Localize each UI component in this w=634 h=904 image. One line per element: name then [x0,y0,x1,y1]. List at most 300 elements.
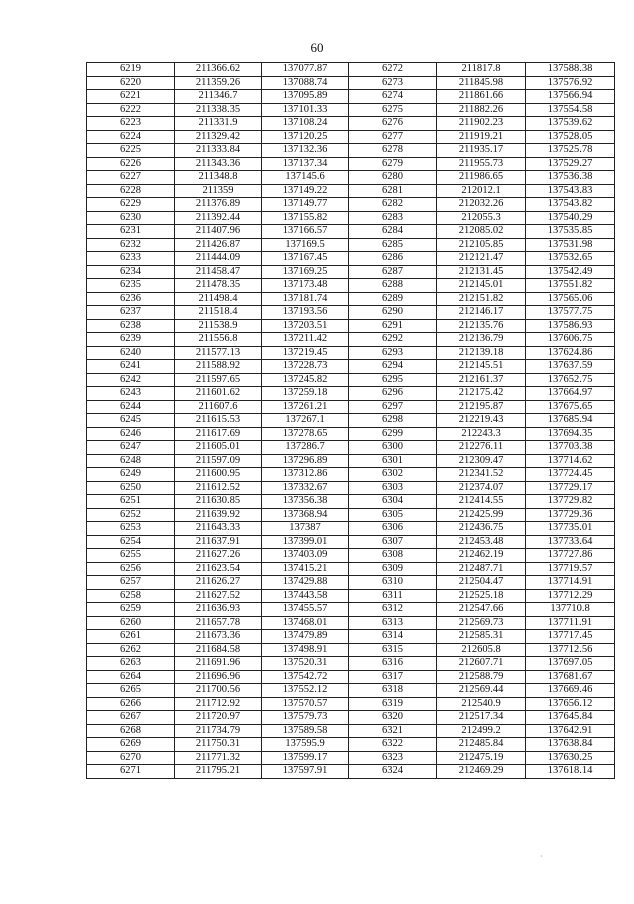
x-coordinate-cell: 212462.19 [437,549,526,563]
point-number-cell: 6317 [349,670,437,684]
x-coordinate-cell: 211955.73 [437,157,526,171]
point-number-cell: 6233 [87,252,175,266]
y-coordinate-cell: 137167.45 [262,252,349,266]
point-number-cell: 6300 [349,441,437,455]
point-number-cell: 6306 [349,522,437,536]
x-coordinate-cell: 212374.07 [437,481,526,495]
y-coordinate-cell: 137149.22 [262,184,349,198]
table-row [87,103,615,117]
coordinates-table [86,62,615,779]
x-coordinate-cell: 211795.21 [175,765,262,779]
x-coordinate-cell: 211478.35 [175,279,262,293]
x-coordinate-cell: 212146.17 [437,306,526,320]
y-coordinate-cell: 137540.29 [526,211,615,225]
x-coordinate-cell: 212131.45 [437,265,526,279]
x-coordinate-cell: 212540.9 [437,697,526,711]
point-number-cell: 6290 [349,306,437,320]
point-number-cell: 6293 [349,346,437,360]
point-number-cell: 6284 [349,225,437,239]
table-row [87,279,615,293]
y-coordinate-cell: 137630.25 [526,751,615,765]
x-coordinate-cell: 211331.9 [175,117,262,131]
y-coordinate-cell: 137697.05 [526,657,615,671]
point-number-cell: 6252 [87,508,175,522]
y-coordinate-cell: 137095.89 [262,90,349,104]
y-coordinate-cell: 137181.74 [262,292,349,306]
x-coordinate-cell: 211407.96 [175,225,262,239]
point-number-cell: 6247 [87,441,175,455]
x-coordinate-cell: 211538.9 [175,319,262,333]
table-row [87,684,615,698]
point-number-cell: 6260 [87,616,175,630]
y-coordinate-cell: 137576.92 [526,76,615,90]
point-number-cell: 6257 [87,576,175,590]
point-number-cell: 6238 [87,319,175,333]
x-coordinate-cell: 212487.71 [437,562,526,576]
x-coordinate-cell: 212605.8 [437,643,526,657]
table-row [87,481,615,495]
point-number-cell: 6276 [349,117,437,131]
table-row [87,603,615,617]
y-coordinate-cell: 137137.34 [262,157,349,171]
point-number-cell: 6268 [87,724,175,738]
table-row [87,400,615,414]
point-number-cell: 6256 [87,562,175,576]
point-number-cell: 6302 [349,468,437,482]
point-number-cell: 6230 [87,211,175,225]
point-number-cell: 6236 [87,292,175,306]
point-number-cell: 6305 [349,508,437,522]
y-coordinate-cell: 137711.91 [526,616,615,630]
x-coordinate-cell: 211720.97 [175,711,262,725]
x-coordinate-cell: 211861.66 [437,90,526,104]
point-number-cell: 6269 [87,738,175,752]
table-row [87,171,615,185]
x-coordinate-cell: 211605.01 [175,441,262,455]
x-coordinate-cell: 211556.8 [175,333,262,347]
point-number-cell: 6324 [349,765,437,779]
x-coordinate-cell: 211338.35 [175,103,262,117]
x-coordinate-cell: 211673.36 [175,630,262,644]
y-coordinate-cell: 137415.21 [262,562,349,576]
y-coordinate-cell: 137536.38 [526,171,615,185]
point-number-cell: 6277 [349,130,437,144]
y-coordinate-cell: 137443.58 [262,589,349,603]
y-coordinate-cell: 137356.38 [262,495,349,509]
y-coordinate-cell: 137387 [262,522,349,536]
point-number-cell: 6301 [349,454,437,468]
x-coordinate-cell: 211696.96 [175,670,262,684]
point-number-cell: 6272 [349,63,437,77]
y-coordinate-cell: 137566.94 [526,90,615,104]
y-coordinate-cell: 137245.82 [262,373,349,387]
y-coordinate-cell: 137642.91 [526,724,615,738]
y-coordinate-cell: 137169.25 [262,265,349,279]
x-coordinate-cell: 211902.23 [437,117,526,131]
point-number-cell: 6271 [87,765,175,779]
y-coordinate-cell: 137108.24 [262,117,349,131]
y-coordinate-cell: 137729.82 [526,495,615,509]
y-coordinate-cell: 137532.65 [526,252,615,266]
table-row [87,576,615,590]
point-number-cell: 6264 [87,670,175,684]
y-coordinate-cell: 137332.67 [262,481,349,495]
point-number-cell: 6262 [87,643,175,657]
x-coordinate-cell: 212469.29 [437,765,526,779]
x-coordinate-cell: 212145.01 [437,279,526,293]
y-coordinate-cell: 137624.86 [526,346,615,360]
table-row [87,630,615,644]
y-coordinate-cell: 137145.6 [262,171,349,185]
x-coordinate-cell: 211817.8 [437,63,526,77]
y-coordinate-cell: 137675.65 [526,400,615,414]
table-row [87,724,615,738]
y-coordinate-cell: 137729.17 [526,481,615,495]
y-coordinate-cell: 137714.91 [526,576,615,590]
x-coordinate-cell: 211623.54 [175,562,262,576]
point-number-cell: 6225 [87,144,175,158]
x-coordinate-cell: 212139.18 [437,346,526,360]
point-number-cell: 6315 [349,643,437,657]
x-coordinate-cell: 212136.79 [437,333,526,347]
y-coordinate-cell: 137535.85 [526,225,615,239]
x-coordinate-cell: 212607.71 [437,657,526,671]
x-coordinate-cell: 212151.82 [437,292,526,306]
point-number-cell: 6263 [87,657,175,671]
x-coordinate-cell: 212585.31 [437,630,526,644]
y-coordinate-cell: 137101.33 [262,103,349,117]
x-coordinate-cell: 212135.76 [437,319,526,333]
table-row [87,616,615,630]
point-number-cell: 6308 [349,549,437,563]
point-number-cell: 6220 [87,76,175,90]
point-number-cell: 6251 [87,495,175,509]
y-coordinate-cell: 137714.62 [526,454,615,468]
table-row [87,508,615,522]
x-coordinate-cell: 211639.92 [175,508,262,522]
x-coordinate-cell: 211359 [175,184,262,198]
x-coordinate-cell: 212195.87 [437,400,526,414]
table-row [87,90,615,104]
table-row [87,670,615,684]
table-row [87,495,615,509]
x-coordinate-cell: 212276.11 [437,441,526,455]
table-row [87,238,615,252]
x-coordinate-cell: 212485.84 [437,738,526,752]
y-coordinate-cell: 137565.06 [526,292,615,306]
point-number-cell: 6289 [349,292,437,306]
table-row [87,454,615,468]
x-coordinate-cell: 211919.21 [437,130,526,144]
y-coordinate-cell: 137551.82 [526,279,615,293]
y-coordinate-cell: 137368.94 [262,508,349,522]
point-number-cell: 6223 [87,117,175,131]
x-coordinate-cell: 212175.42 [437,387,526,401]
x-coordinate-cell: 211627.26 [175,549,262,563]
x-coordinate-cell: 212569.73 [437,616,526,630]
x-coordinate-cell: 211366.62 [175,63,262,77]
point-number-cell: 6296 [349,387,437,401]
x-coordinate-cell: 211597.09 [175,454,262,468]
point-number-cell: 6243 [87,387,175,401]
x-coordinate-cell: 211346.7 [175,90,262,104]
x-coordinate-cell: 212499.2 [437,724,526,738]
y-coordinate-cell: 137228.73 [262,360,349,374]
y-coordinate-cell: 137312.86 [262,468,349,482]
x-coordinate-cell: 212569.44 [437,684,526,698]
point-number-cell: 6229 [87,198,175,212]
point-number-cell: 6228 [87,184,175,198]
y-coordinate-cell: 137166.57 [262,225,349,239]
table-row [87,535,615,549]
point-number-cell: 6320 [349,711,437,725]
x-coordinate-cell: 211359.26 [175,76,262,90]
point-number-cell: 6244 [87,400,175,414]
point-number-cell: 6274 [349,90,437,104]
table-row [87,292,615,306]
point-number-cell: 6242 [87,373,175,387]
y-coordinate-cell: 137669.46 [526,684,615,698]
x-coordinate-cell: 212161.37 [437,373,526,387]
x-coordinate-cell: 211935.17 [437,144,526,158]
x-coordinate-cell: 211600.95 [175,468,262,482]
y-coordinate-cell: 137479.89 [262,630,349,644]
x-coordinate-cell: 211700.56 [175,684,262,698]
y-coordinate-cell: 137735.01 [526,522,615,536]
y-coordinate-cell: 137259.18 [262,387,349,401]
table-row [87,63,615,77]
point-number-cell: 6286 [349,252,437,266]
x-coordinate-cell: 211601.62 [175,387,262,401]
x-coordinate-cell: 211615.53 [175,414,262,428]
x-coordinate-cell: 212145.51 [437,360,526,374]
point-number-cell: 6303 [349,481,437,495]
point-number-cell: 6235 [87,279,175,293]
y-coordinate-cell: 137149.77 [262,198,349,212]
point-number-cell: 6219 [87,63,175,77]
y-coordinate-cell: 137219.45 [262,346,349,360]
point-number-cell: 6311 [349,589,437,603]
y-coordinate-cell: 137638.84 [526,738,615,752]
table-row [87,643,615,657]
y-coordinate-cell: 137719.57 [526,562,615,576]
table-row [87,697,615,711]
y-coordinate-cell: 137664.97 [526,387,615,401]
x-coordinate-cell: 212475.19 [437,751,526,765]
table-row [87,360,615,374]
y-coordinate-cell: 137278.65 [262,427,349,441]
x-coordinate-cell: 211691.96 [175,657,262,671]
point-number-cell: 6265 [87,684,175,698]
x-coordinate-cell: 211392.44 [175,211,262,225]
x-coordinate-cell: 212105.85 [437,238,526,252]
y-coordinate-cell: 137543.83 [526,184,615,198]
x-coordinate-cell: 212525.18 [437,589,526,603]
point-number-cell: 6248 [87,454,175,468]
y-coordinate-cell: 137724.45 [526,468,615,482]
y-coordinate-cell: 137656.12 [526,697,615,711]
y-coordinate-cell: 137211.42 [262,333,349,347]
point-number-cell: 6292 [349,333,437,347]
table-row [87,765,615,779]
x-coordinate-cell: 212243.3 [437,427,526,441]
y-coordinate-cell: 137645.84 [526,711,615,725]
y-coordinate-cell: 137729.36 [526,508,615,522]
table-row [87,211,615,225]
y-coordinate-cell: 137570.57 [262,697,349,711]
x-coordinate-cell: 211734.79 [175,724,262,738]
point-number-cell: 6246 [87,427,175,441]
table-row [87,198,615,212]
point-number-cell: 6314 [349,630,437,644]
point-number-cell: 6224 [87,130,175,144]
point-number-cell: 6319 [349,697,437,711]
point-number-cell: 6241 [87,360,175,374]
x-coordinate-cell: 211637.91 [175,535,262,549]
x-coordinate-cell: 212055.3 [437,211,526,225]
point-number-cell: 6279 [349,157,437,171]
y-coordinate-cell: 137637.59 [526,360,615,374]
table-row [87,441,615,455]
y-coordinate-cell: 137077.87 [262,63,349,77]
x-coordinate-cell: 212588.79 [437,670,526,684]
point-number-cell: 6318 [349,684,437,698]
y-coordinate-cell: 137586.93 [526,319,615,333]
x-coordinate-cell: 212436.75 [437,522,526,536]
table-row [87,117,615,131]
x-coordinate-cell: 211750.31 [175,738,262,752]
point-number-cell: 6297 [349,400,437,414]
table-row [87,130,615,144]
y-coordinate-cell: 137552.12 [262,684,349,698]
x-coordinate-cell: 211426.87 [175,238,262,252]
y-coordinate-cell: 137710.8 [526,603,615,617]
y-coordinate-cell: 137539.62 [526,117,615,131]
y-coordinate-cell: 137455.57 [262,603,349,617]
x-coordinate-cell: 211882.26 [437,103,526,117]
x-coordinate-cell: 211684.58 [175,643,262,657]
point-number-cell: 6253 [87,522,175,536]
y-coordinate-cell: 137155.82 [262,211,349,225]
x-coordinate-cell: 212219.43 [437,414,526,428]
point-number-cell: 6323 [349,751,437,765]
point-number-cell: 6281 [349,184,437,198]
x-coordinate-cell: 212121.47 [437,252,526,266]
point-number-cell: 6254 [87,535,175,549]
y-coordinate-cell: 137542.72 [262,670,349,684]
point-number-cell: 6304 [349,495,437,509]
y-coordinate-cell: 137694.35 [526,427,615,441]
y-coordinate-cell: 137712.29 [526,589,615,603]
point-number-cell: 6258 [87,589,175,603]
y-coordinate-cell: 137597.91 [262,765,349,779]
y-coordinate-cell: 137712.56 [526,643,615,657]
table-row [87,414,615,428]
y-coordinate-cell: 137577.75 [526,306,615,320]
y-coordinate-cell: 137703.38 [526,441,615,455]
point-number-cell: 6288 [349,279,437,293]
point-number-cell: 6250 [87,481,175,495]
x-coordinate-cell: 212547.66 [437,603,526,617]
table-row [87,657,615,671]
y-coordinate-cell: 137588.38 [526,63,615,77]
x-coordinate-cell: 211444.09 [175,252,262,266]
point-number-cell: 6313 [349,616,437,630]
y-coordinate-cell: 137261.21 [262,400,349,414]
y-coordinate-cell: 137267.1 [262,414,349,428]
y-coordinate-cell: 137685.94 [526,414,615,428]
y-coordinate-cell: 137595.9 [262,738,349,752]
point-number-cell: 6287 [349,265,437,279]
x-coordinate-cell: 212032.26 [437,198,526,212]
y-coordinate-cell: 137543.82 [526,198,615,212]
x-coordinate-cell: 212414.55 [437,495,526,509]
point-number-cell: 6261 [87,630,175,644]
y-coordinate-cell: 137531.98 [526,238,615,252]
x-coordinate-cell: 211643.33 [175,522,262,536]
y-coordinate-cell: 137525.78 [526,144,615,158]
y-coordinate-cell: 137599.17 [262,751,349,765]
table-row [87,265,615,279]
table-row [87,319,615,333]
x-coordinate-cell: 212504.47 [437,576,526,590]
table-row [87,522,615,536]
y-coordinate-cell: 137399.01 [262,535,349,549]
point-number-cell: 6239 [87,333,175,347]
y-coordinate-cell: 137286.7 [262,441,349,455]
point-number-cell: 6226 [87,157,175,171]
point-number-cell: 6307 [349,535,437,549]
point-number-cell: 6310 [349,576,437,590]
point-number-cell: 6227 [87,171,175,185]
point-number-cell: 6240 [87,346,175,360]
table-row [87,427,615,441]
x-coordinate-cell: 211588.92 [175,360,262,374]
point-number-cell: 6285 [349,238,437,252]
y-coordinate-cell: 137554.58 [526,103,615,117]
point-number-cell: 6312 [349,603,437,617]
x-coordinate-cell: 211627.52 [175,589,262,603]
x-coordinate-cell: 212425.99 [437,508,526,522]
x-coordinate-cell: 211333.84 [175,144,262,158]
x-coordinate-cell: 211376.89 [175,198,262,212]
y-coordinate-cell: 137528.05 [526,130,615,144]
x-coordinate-cell: 211498.4 [175,292,262,306]
point-number-cell: 6273 [349,76,437,90]
point-number-cell: 6249 [87,468,175,482]
y-coordinate-cell: 137403.09 [262,549,349,563]
x-coordinate-cell: 212517.34 [437,711,526,725]
x-coordinate-cell: 212453.48 [437,535,526,549]
point-number-cell: 6266 [87,697,175,711]
point-number-cell: 6234 [87,265,175,279]
point-number-cell: 6245 [87,414,175,428]
table-row [87,549,615,563]
table-row [87,589,615,603]
y-coordinate-cell: 137132.36 [262,144,349,158]
point-number-cell: 6280 [349,171,437,185]
point-number-cell: 6259 [87,603,175,617]
y-coordinate-cell: 137203.51 [262,319,349,333]
x-coordinate-cell: 211518.4 [175,306,262,320]
y-coordinate-cell: 137193.56 [262,306,349,320]
y-coordinate-cell: 137296.89 [262,454,349,468]
x-coordinate-cell: 211630.85 [175,495,262,509]
x-coordinate-cell: 212012.1 [437,184,526,198]
table-row [87,252,615,266]
coordinates-table-body [87,63,615,779]
point-number-cell: 6299 [349,427,437,441]
